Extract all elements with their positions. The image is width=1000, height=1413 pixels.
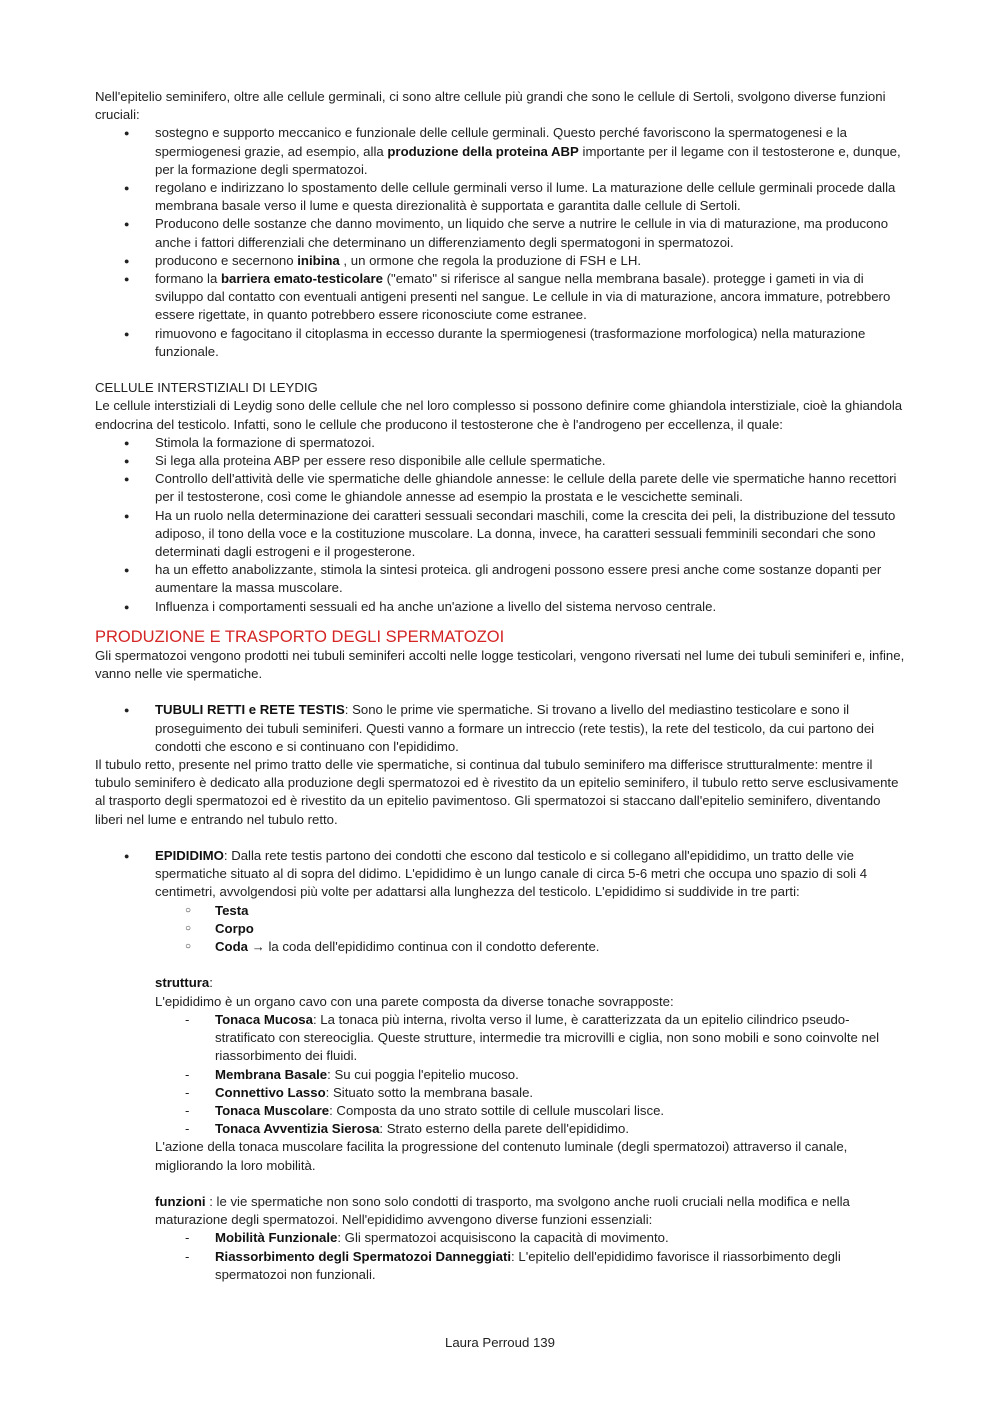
list-item: - Tonaca Avventizia Sierosa: Strato esterno della parete dell'epididimo.: [155, 1120, 907, 1138]
sertoli-list: [95, 124, 907, 361]
list-item: ○ Testa: [155, 902, 907, 920]
tonaca-note-block: [155, 1138, 907, 1174]
list-item: ● ha un effetto anabolizzante, stimola la sintesi proteica. gli androgeni possono essere presi anche come sostanze dopanti per aumentare la massa muscolare.: [95, 561, 907, 597]
tubuli-list: [95, 701, 907, 756]
list-item: ● sostegno e supporto meccanico e funzionale delle cellule germinali. Questo perché favoriscono la spermatogenesi e la spermiogenesi grazie, ad esempio, alla produzione della proteina ABP importante per il legame con il testosterone e, dunque, per la formazione degli spermatozoi.: [95, 124, 907, 179]
list-item: - Membrana Basale: Su cui poggia l'epitelio mucoso.: [155, 1066, 907, 1084]
list-item: - Mobilità Funzionale: Gli spermatozoi acquisiscono la capacità di movimento.: [155, 1229, 907, 1247]
leydig-list: [95, 434, 907, 616]
list-item: ● rimuovono e fagocitano il citoplasma in eccesso durante la spermiogenesi (trasformazione morfologica) nella maturazione funzionale.: [95, 325, 907, 361]
document-page: [95, 88, 907, 1284]
epididimo-list: [95, 847, 907, 902]
tonache-list: [155, 1011, 907, 1138]
list-item: ● EPIDIDIMO: Dalla rete testis partono dei condotti che escono dal testicolo e si collegano all'epididimo, un tratto delle vie spermatiche situato al di sopra del didimo. L'epididimo è un lungo canale di circa 5-6 metri che occupa uno spazio di soli 4 centimetri, avvolgendosi più volte per adattarsi alla lunghezza del testicolo. L'epididimo si suddivide in tre parti:: [95, 847, 907, 902]
struttura-label: struttura:: [155, 975, 213, 991]
list-item: ○ Corpo: [155, 920, 907, 938]
list-item: - Riassorbimento degli Spermatozoi Danneggiati: L'epitelio dell'epididimo favorisce il riassorbimento degli spermatozoi non funzionali.: [155, 1248, 907, 1284]
list-item: ● producono e secernono inibina , un ormone che regola la produzione di FSH e LH.: [95, 252, 907, 270]
tonaca-muscolare-note: L'azione della tonaca muscolare facilita la progressione del contenuto luminale (degli spermatozoi) attraverso il canale, migliorando la loro mobilità.: [155, 1139, 848, 1173]
list-item: ● Ha un ruolo nella determinazione dei caratteri sessuali secondari maschili, come la crescita dei peli, la distribuzione del tessuto adiposo, il tono della voce e la costituzione muscolare. La donna, invece, ha caratteri sessuali femminili secondari che sono determinati dagli estrogeni e il progesterone.: [95, 507, 907, 562]
list-item: ● Influenza i comportamenti sessuali ed ha anche un'azione a livello del sistema nervoso centrale.: [95, 598, 907, 616]
leydig-heading: CELLULE INTERSTIZIALI DI LEYDIG: [95, 380, 318, 396]
list-item: ● TUBULI RETTI e RETE TESTIS: Sono le prime vie spermatiche. Si trovano a livello del mediastino testicolare e sono il proseguimento dei tubuli seminiferi. Questi vanno a formare un intreccio (rete testis), la rete del testicolo, da cui partono dei condotti che escono e si continuano con l'epididimo.: [95, 701, 907, 756]
funzioni-paragraph: funzioni : le vie spermatiche non sono solo condotti di trasporto, ma svolgono anche ruoli cruciali nella modifica e nella maturazione degli spermatozoi. Nell'epididimo avvengono diverse funzioni essenziali:: [155, 1193, 850, 1228]
struttura-block: [155, 974, 907, 1010]
epididimo-parts-list: [155, 902, 907, 957]
produzione-intro: Gli spermatozoi vengono prodotti nei tubuli seminiferi accolti nelle logge testicolari, vengono riversati nel lume dei tubuli seminiferi e, infine, vanno nelle vie spermatiche.: [95, 647, 905, 682]
list-item: ○ Coda → la coda dell'epididimo continua con il condotto deferente.: [155, 938, 907, 956]
list-item: - Tonaca Muscolare: Composta da uno strato sottile di cellule muscolari lisce.: [155, 1102, 907, 1120]
list-item: - Tonaca Mucosa: La tonaca più interna, rivolta verso il lume, è caratterizzata da un epitelio cilindrico pseudo-stratificato con stereociglia. Queste strutture, intermedie tra microvilli e ciglia, non sono mobili e sono coinvolte nel riassorbimento dei fluidi.: [155, 1011, 907, 1066]
struttura-intro: L'epididimo è un organo cavo con una parete composta da diverse tonache sovrapposte:: [155, 993, 674, 1009]
list-item: ● regolano e indirizzano lo spostamento delle cellule germinali verso il lume. La maturazione delle cellule germinali procede dalla membrana basale verso il lume e questa direzionalità è supportata e garantita dalle cellule di Sertoli.: [95, 179, 907, 215]
funzioni-block: [155, 1193, 907, 1229]
tubulo-retto-paragraph: Il tubulo retto, presente nel primo tratto delle vie spermatiche, si continua dal tubulo seminifero ma differisce strutturalmente: mentre il tubulo seminifero è dedicato alla produzione degli spermatozoi ed è rivestito da un epitelio seminifero, il tubulo retto serve esclusivamente al trasporto degli spermatozoi ed è rivestito da un epitelio pavimentoso. Gli spermatozoi si staccano dall'epitelio seminifero, diventando liberi nel lume e entrando nel tubulo retto.: [95, 757, 899, 827]
list-item: ● Controllo dell'attività delle vie spermatiche delle ghiandole annesse: le cellule della parete delle vie spermatiche hanno recettori per il testosterone, così come le ghiandole annesse ad esempio la prostata e le vescichette seminali.: [95, 470, 907, 506]
list-item: ● Producono delle sostanze che danno movimento, un liquido che serve a nutrire le cellule in via di maturazione, ma producono anche i fattori differenziali che determinano un differenziamento degli spermatogoni in spermatozoi.: [95, 215, 907, 251]
leydig-intro: Le cellule interstiziali di Leydig sono delle cellule che nel loro complesso si possono definire come ghiandola interstiziale, cioè la ghiandola endocrina del testicolo. Infatti, sono le cellule che producono il testosterone che è l'androgeno per eccellenza, il quale:: [95, 398, 903, 432]
list-item: ● Si lega alla proteina ABP per essere reso disponibile alle cellule spermatiche.: [95, 452, 907, 470]
funzioni-list: [155, 1229, 907, 1284]
list-item: ● Stimola la formazione di spermatozoi.: [95, 434, 907, 452]
sertoli-intro: Nell'epitelio seminifero, oltre alle cellule germinali, ci sono altre cellule più grandi che sono le cellule di Sertoli, svolgono diverse funzioni cruciali:: [95, 89, 886, 123]
page-footer: Laura Perroud 139: [445, 1335, 555, 1350]
section-title: PRODUZIONE E TRASPORTO DEGLI SPERMATOZOI: [95, 627, 505, 646]
list-item: ● formano la barriera emato-testicolare ("emato" si riferisce al sangue nella membrana basale). protegge i gameti in via di sviluppo dal contatto con eventuali antigeni presenti nel sangue. Le cellule in via di maturazione, ancora immature, potrebbero essere rigettate, in quanto potrebbero essere riconosciute come estranee.: [95, 270, 907, 325]
list-item: - Connettivo Lasso: Situato sotto la membrana basale.: [155, 1084, 907, 1102]
